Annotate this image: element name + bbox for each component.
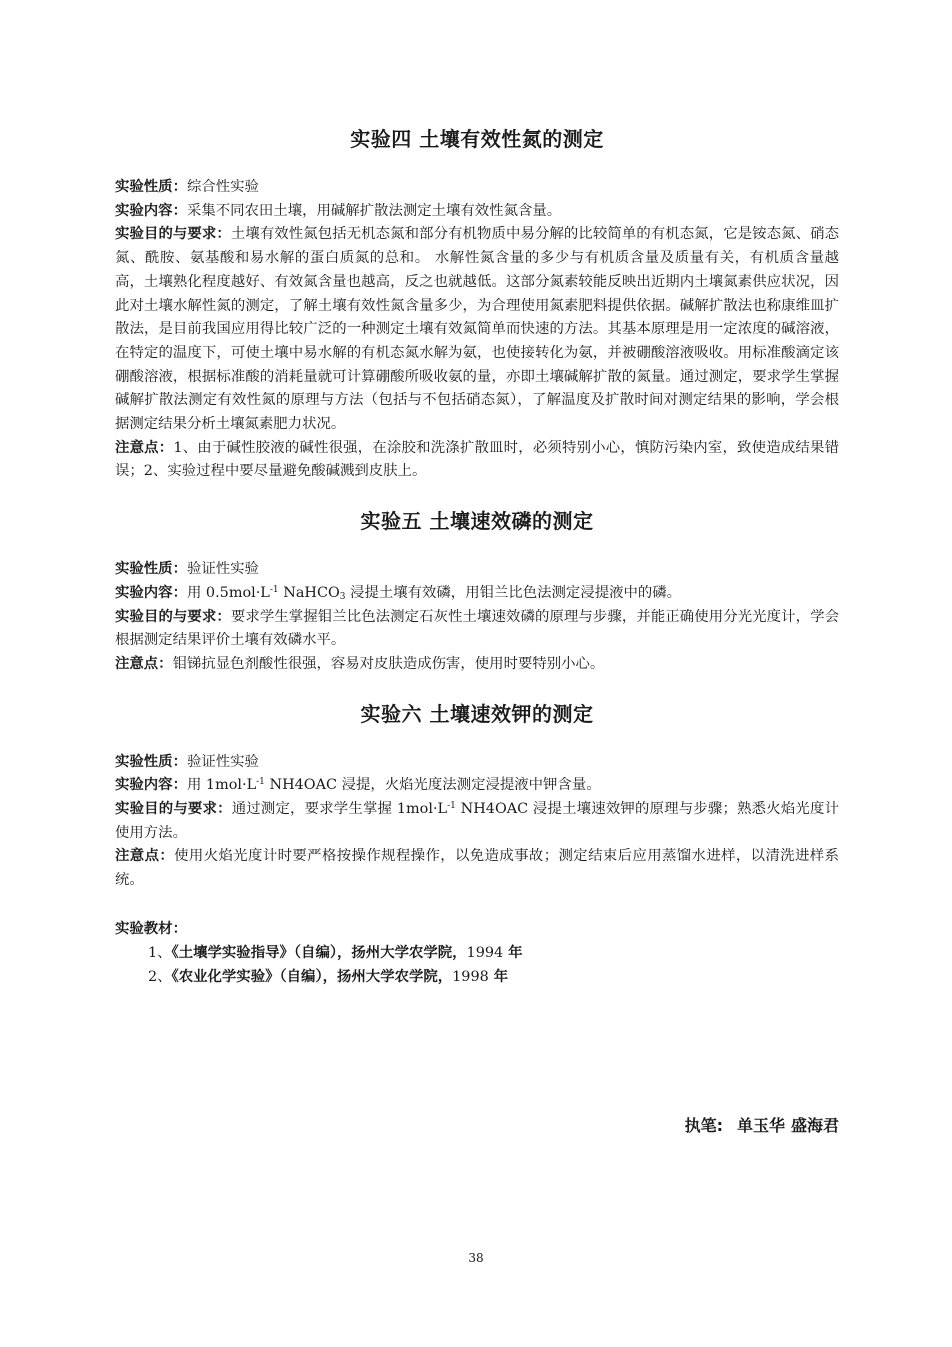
field-label: 实验内容： bbox=[115, 777, 187, 794]
section-fields bbox=[115, 176, 839, 484]
superscript: -1 bbox=[269, 584, 279, 595]
field-value: 使用火焰光度计时要严格按操作规程操作，以免造成事故；测定结束后应用蒸馏水进样，以清洗进样系统。 bbox=[115, 848, 839, 889]
author-name: 单玉华 bbox=[736, 1116, 785, 1135]
field-value: 验证性实验 bbox=[186, 561, 259, 578]
materials-section bbox=[115, 917, 839, 989]
superscript: -1 bbox=[447, 801, 456, 812]
section-fields bbox=[115, 751, 839, 893]
field-value: 要求学生掌握钼兰比色法测定石灰性土壤速效磷的原理与步骤，并能正确使用分光光度计，学会根据测定结果评价土壤有效磷水平。 bbox=[115, 608, 839, 649]
field-content bbox=[115, 200, 839, 224]
field-label: 注意点： bbox=[115, 439, 174, 456]
document-body bbox=[115, 124, 839, 989]
materials-item bbox=[148, 941, 839, 965]
field-goal bbox=[115, 606, 839, 653]
field-value: 钼锑抗显色剂酸性很强，容易对皮肤造成伤害，使用时要特别小心。 bbox=[172, 655, 605, 672]
field-content bbox=[115, 774, 839, 798]
item-suffix: 年 bbox=[503, 944, 523, 961]
field-notes bbox=[115, 437, 839, 484]
materials-label: 实验教材： bbox=[115, 920, 187, 937]
field-goal bbox=[115, 223, 839, 436]
field-label: 实验内容： bbox=[115, 584, 187, 601]
item-title: 《土壤学实验指导》（自编），扬州大学农学院， bbox=[171, 944, 467, 961]
field-value: 1、由于碱性胶液的碱性很强，在涂胶和洗涤扩散皿时，必须特别小心，慎防污染内室，致使造成结果错误；2、实验过程中要尽量避免酸碱溅到皮肤上。 bbox=[115, 439, 839, 480]
field-value-part: 用 1mol·L bbox=[186, 777, 257, 794]
field-value: 验证性实验 bbox=[186, 753, 259, 770]
item-year: 1998 bbox=[452, 968, 489, 985]
item-number: 2、 bbox=[148, 968, 172, 985]
item-number: 1、 bbox=[148, 944, 172, 961]
field-value-part: NaHCO bbox=[278, 584, 340, 601]
author-name: 盛海君 bbox=[790, 1116, 839, 1135]
field-nature bbox=[115, 751, 839, 775]
superscript: -1 bbox=[256, 777, 265, 788]
field-label: 实验性质： bbox=[115, 753, 187, 770]
section-title: 实验四 土壤有效性氮的测定 bbox=[350, 127, 604, 151]
field-value-part: NH4OAC 浸提，火焰光度法测定浸提液中钾含量。 bbox=[264, 777, 601, 794]
field-content bbox=[115, 582, 839, 606]
field-goal bbox=[115, 798, 839, 845]
subscript: 3 bbox=[339, 591, 346, 602]
materials-item bbox=[148, 965, 839, 989]
item-year: 1994 bbox=[466, 944, 504, 961]
field-value-part: 通过测定，要求学生掌握 1mol·L bbox=[231, 801, 448, 818]
field-label: 实验性质： bbox=[115, 561, 187, 578]
item-title: 《农业化学实验》（自编），扬州大学农学院， bbox=[171, 968, 453, 985]
experiment-section-6 bbox=[115, 699, 839, 893]
field-label: 实验目的与要求： bbox=[115, 608, 231, 625]
field-value: 综合性实验 bbox=[186, 179, 259, 195]
item-suffix: 年 bbox=[488, 968, 509, 985]
field-label: 实验性质： bbox=[115, 179, 187, 195]
field-label: 实验目的与要求： bbox=[115, 801, 232, 818]
field-label: 实验内容： bbox=[115, 202, 187, 219]
field-label: 注意点： bbox=[115, 848, 175, 865]
field-label: 注意点： bbox=[115, 655, 173, 672]
experiment-section-5 bbox=[115, 506, 839, 677]
author-label: 执笔: bbox=[684, 1116, 723, 1135]
section-title: 实验五 土壤速效磷的测定 bbox=[360, 509, 594, 534]
field-value: 土壤有效性氮包括无机态氮和部分有机物质中易分解的比较简单的有机态氮，它是铵态氮、硝态氮、酰胺、氨基酸和易水解的蛋白质氮的总和。 水解性氮含量的多少与有机质含量及质量有关，有机质含量越高，土壤熟化程度越好、有效氮含量也越高，反之也就越低。这部分氮素较能反映出近期内土壤氮素供应状况，因此对土壤水解性氮的测定，了解土壤有效性氮含量多少，为合理使用氮素肥料提供依据。碱解扩散法也称康维皿扩散法，是目前我国应用得比较广泛的一种测定土壤有效氮简单而快速的方法。其基本原理是用一定浓度的碱溶液，在特定的温度下，可使土壤中易水解的有机态氮水解为氨，也使接转化为氨，并被硼酸溶液吸收。用标准酸滴定该硼酸溶液，根据标准酸的消耗量就可计算硼酸所吸收氨的量，亦即土壤碱解扩散的氮量。通过测定，要求学生掌握碱解扩散法测定有效性氮的原理与方法（包括与不包括硝态氮），了解温度及扩散时间对测定结果的影响，学会根据测定结果分析土壤氮素肥力状况。 bbox=[115, 226, 839, 433]
field-nature bbox=[115, 558, 839, 582]
field-nature bbox=[115, 176, 839, 200]
experiment-section-4 bbox=[115, 124, 839, 484]
field-notes bbox=[115, 845, 839, 892]
field-value-part: 用 0.5mol·L bbox=[186, 584, 270, 601]
page-number: 38 bbox=[468, 1251, 484, 1265]
field-value: 采集不同农田土壤，用碱解扩散法测定土壤有效性氮含量。 bbox=[186, 202, 562, 219]
section-title: 实验六 土壤速效钾的测定 bbox=[360, 701, 594, 726]
field-value-part: NH4OAC 浸提土壤速效钾的原理与步骤；熟悉火焰光度计使用方法。 bbox=[115, 801, 839, 841]
field-label: 实验目的与要求： bbox=[115, 226, 231, 243]
field-value-part: 浸提土壤有效磷，用钼兰比色法测定浸提液中的磷。 bbox=[345, 584, 682, 601]
field-notes bbox=[115, 653, 839, 677]
author-line bbox=[685, 1113, 839, 1136]
section-fields bbox=[115, 558, 839, 677]
